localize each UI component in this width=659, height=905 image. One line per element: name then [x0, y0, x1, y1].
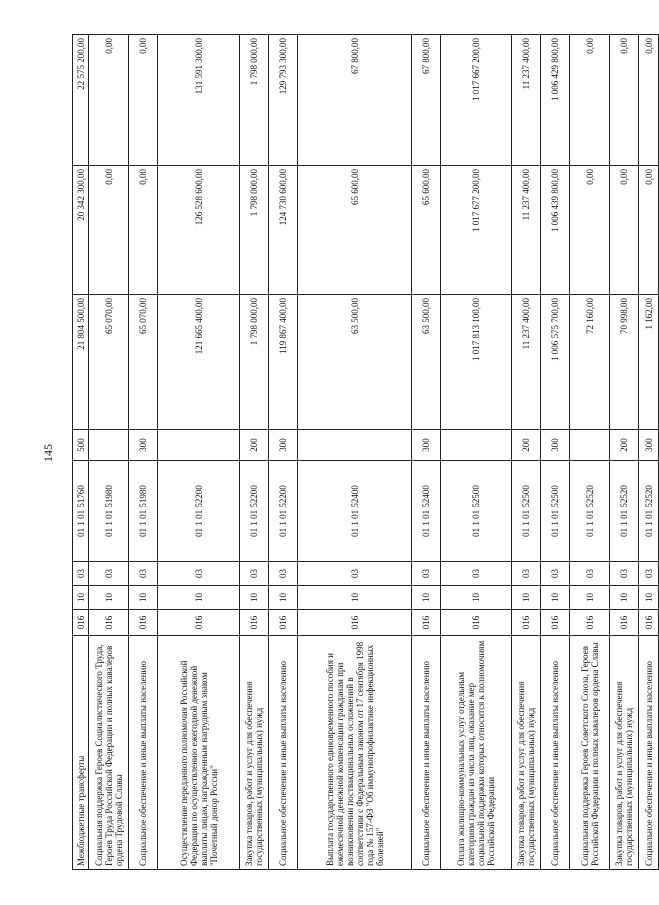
target-article-code: 01 1 01 52200 [269, 461, 298, 562]
amount-year-1: 1 798 000,00 [240, 295, 269, 430]
subsection-code: 03 [129, 562, 158, 586]
target-article-code: 01 1 01 52500 [541, 461, 570, 562]
subsection-code: 03 [570, 562, 610, 586]
amount-year-2: 0,00 [610, 166, 639, 295]
ved-code: 016 [610, 610, 639, 636]
amount-year-3: 0,00 [639, 35, 659, 166]
target-article-code: 01 1 01 51760 [73, 461, 89, 562]
table-row [610, 35, 639, 870]
amount-year-2: 65 600,00 [298, 166, 412, 295]
subsection-code: 03 [610, 562, 639, 586]
subsection-code: 03 [512, 562, 541, 586]
amount-year-2: 0,00 [570, 166, 610, 295]
amount-year-1: 63 500,00 [298, 295, 412, 430]
expense-type-code [441, 430, 512, 461]
amount-year-3: 0,00 [570, 35, 610, 166]
ved-code: 016 [541, 610, 570, 636]
section-code: 10 [541, 586, 570, 610]
subsection-code: 03 [541, 562, 570, 586]
amount-year-1: 70 998,00 [610, 295, 639, 430]
expense-type-code: 300 [269, 430, 298, 461]
amount-year-3: 67 800,00 [298, 35, 412, 166]
budget-table [72, 34, 659, 870]
table-row [412, 35, 441, 870]
ved-code: 016 [512, 610, 541, 636]
amount-year-3: 67 800,00 [412, 35, 441, 166]
expense-type-code: 200 [240, 430, 269, 461]
target-article-code: 01 1 01 52200 [240, 461, 269, 562]
expense-type-code [298, 430, 412, 461]
expense-type-code: 300 [129, 430, 158, 461]
ved-code: 016 [570, 610, 610, 636]
row-name: Выплата государственного единовременного пособия и ежемесячной денежной компенсации гражданам при возникновении поствакцинальных осложнений в соответствии с Федеральным законом от 17 сентября 1998 года № 157-ФЗ "Об иммунопрофилактике инфекционных болезней" [298, 636, 412, 870]
target-article-code: 01 1 01 52400 [298, 461, 412, 562]
section-code: 10 [639, 586, 659, 610]
target-article-code: 01 1 01 52200 [158, 461, 240, 562]
target-article-code: 01 1 01 52520 [570, 461, 610, 562]
table-row [89, 35, 129, 870]
ved-code: 016 [73, 610, 89, 636]
amount-year-2: 126 528 600,00 [158, 166, 240, 295]
expense-type-code: 300 [541, 430, 570, 461]
amount-year-2: 65 600,00 [412, 166, 441, 295]
table-row [298, 35, 412, 870]
amount-year-3: 22 575 200,00 [73, 35, 89, 166]
amount-year-2: 1 006 439 800,00 [541, 166, 570, 295]
amount-year-1: 72 160,00 [570, 295, 610, 430]
row-name: Закупка товаров, работ и услуг для обеспечения государственных (муниципальных) нужд [240, 636, 269, 870]
expense-type-code: 300 [412, 430, 441, 461]
subsection-code: 03 [73, 562, 89, 586]
amount-year-2: 11 237 400,00 [512, 166, 541, 295]
section-code: 10 [240, 586, 269, 610]
row-name: Социальное обеспечение и иные выплаты населению [412, 636, 441, 870]
table-row [541, 35, 570, 870]
row-name: Оплата жилищно-коммунальных услуг отдельным категориям граждан из числа лиц, оказание мер социальной поддержки которых относится к полномочиям Российской Федерации [441, 636, 512, 870]
ved-code: 016 [298, 610, 412, 636]
amount-year-3: 0,00 [129, 35, 158, 166]
amount-year-1: 11 237 400,00 [512, 295, 541, 430]
subsection-code: 03 [240, 562, 269, 586]
amount-year-3: 129 793 300,00 [269, 35, 298, 166]
section-code: 10 [512, 586, 541, 610]
target-article-code: 01 1 01 52500 [441, 461, 512, 562]
amount-year-1: 119 867 400,00 [269, 295, 298, 430]
row-name: Межбюджетные трансферты [73, 636, 89, 870]
target-article-code: 01 1 01 51980 [89, 461, 129, 562]
section-code: 10 [73, 586, 89, 610]
row-name: Социальное обеспечение и иные выплаты населению [269, 636, 298, 870]
amount-year-3: 1 006 429 800,00 [541, 35, 570, 166]
amount-year-1: 1 162,00 [639, 295, 659, 430]
amount-year-2: 124 730 600,00 [269, 166, 298, 295]
subsection-code: 03 [441, 562, 512, 586]
row-name: Закупка товаров, работ и услуг для обеспечения государственных (муниципальных) нужд [610, 636, 639, 870]
amount-year-1: 21 804 500,00 [73, 295, 89, 430]
section-code: 10 [89, 586, 129, 610]
page-number: 145 [41, 444, 55, 462]
expense-type-code [89, 430, 129, 461]
amount-year-1: 63 500,00 [412, 295, 441, 430]
section-code: 10 [412, 586, 441, 610]
subsection-code: 03 [269, 562, 298, 586]
row-name: Социальное обеспечение и иные выплаты населению [129, 636, 158, 870]
row-name: Осуществление переданного полномочия Российской Федерации по осуществлению ежегодной денежной выплаты лицам, награжденным нагрудным знаком "Почетный донор России" [158, 636, 240, 870]
section-code: 10 [298, 586, 412, 610]
expense-type-code [158, 430, 240, 461]
expense-type-code: 200 [610, 430, 639, 461]
section-code: 10 [129, 586, 158, 610]
table-row [158, 35, 240, 870]
subsection-code: 03 [639, 562, 659, 586]
expense-type-code: 500 [73, 430, 89, 461]
amount-year-1: 65 070,00 [129, 295, 158, 430]
ved-code: 016 [639, 610, 659, 636]
section-code: 10 [269, 586, 298, 610]
target-article-code: 01 1 01 52520 [639, 461, 659, 562]
table-row [639, 35, 659, 870]
subsection-code: 03 [158, 562, 240, 586]
expense-type-code: 200 [512, 430, 541, 461]
ved-code: 016 [441, 610, 512, 636]
budget-table-sheet [72, 35, 654, 870]
expense-type-code: 300 [639, 430, 659, 461]
row-name: Социальное обеспечение и иные выплаты населению [639, 636, 659, 870]
table-row [240, 35, 269, 870]
amount-year-1: 1 006 575 700,00 [541, 295, 570, 430]
section-code: 10 [570, 586, 610, 610]
expense-type-code [570, 430, 610, 461]
amount-year-3: 1 017 667 200,00 [441, 35, 512, 166]
ved-code: 016 [89, 610, 129, 636]
subsection-code: 03 [89, 562, 129, 586]
amount-year-3: 1 798 000,00 [240, 35, 269, 166]
amount-year-1: 121 665 400,00 [158, 295, 240, 430]
amount-year-2: 0,00 [89, 166, 129, 295]
table-row [570, 35, 610, 870]
target-article-code: 01 1 01 51980 [129, 461, 158, 562]
ved-code: 016 [412, 610, 441, 636]
subsection-code: 03 [298, 562, 412, 586]
section-code: 10 [610, 586, 639, 610]
ved-code: 016 [269, 610, 298, 636]
section-code: 10 [158, 586, 240, 610]
row-name: Социальное обеспечение и иные выплаты населению [541, 636, 570, 870]
target-article-code: 01 1 01 52520 [610, 461, 639, 562]
amount-year-2: 0,00 [639, 166, 659, 295]
ved-code: 016 [158, 610, 240, 636]
ved-code: 016 [240, 610, 269, 636]
table-row [512, 35, 541, 870]
row-name: Социальная поддержка Героев Советского Союза, Героев Российской Федерации и полных кавалеров ордена Славы [570, 636, 610, 870]
amount-year-3: 0,00 [610, 35, 639, 166]
amount-year-3: 131 591 300,00 [158, 35, 240, 166]
table-row [269, 35, 298, 870]
target-article-code: 01 1 01 52400 [412, 461, 441, 562]
ved-code: 016 [129, 610, 158, 636]
amount-year-3: 11 237 400,00 [512, 35, 541, 166]
amount-year-2: 20 342 300,00 [73, 166, 89, 295]
table-row [73, 35, 89, 870]
amount-year-1: 65 070,00 [89, 295, 129, 430]
amount-year-2: 1 017 677 200,00 [441, 166, 512, 295]
amount-year-2: 0,00 [129, 166, 158, 295]
amount-year-2: 1 798 000,00 [240, 166, 269, 295]
amount-year-1: 1 017 813 100,00 [441, 295, 512, 430]
table-row [441, 35, 512, 870]
row-name: Социальная поддержка Героев Социалистического Труда, Героев Труда Российской Федерации и полных кавалеров ордена Трудовой Славы [89, 636, 129, 870]
row-name: Закупка товаров, работ и услуг для обеспечения государственных (муниципальных) нужд [512, 636, 541, 870]
table-row [129, 35, 158, 870]
section-code: 10 [441, 586, 512, 610]
amount-year-3: 0,00 [89, 35, 129, 166]
target-article-code: 01 1 01 52500 [512, 461, 541, 562]
subsection-code: 03 [412, 562, 441, 586]
